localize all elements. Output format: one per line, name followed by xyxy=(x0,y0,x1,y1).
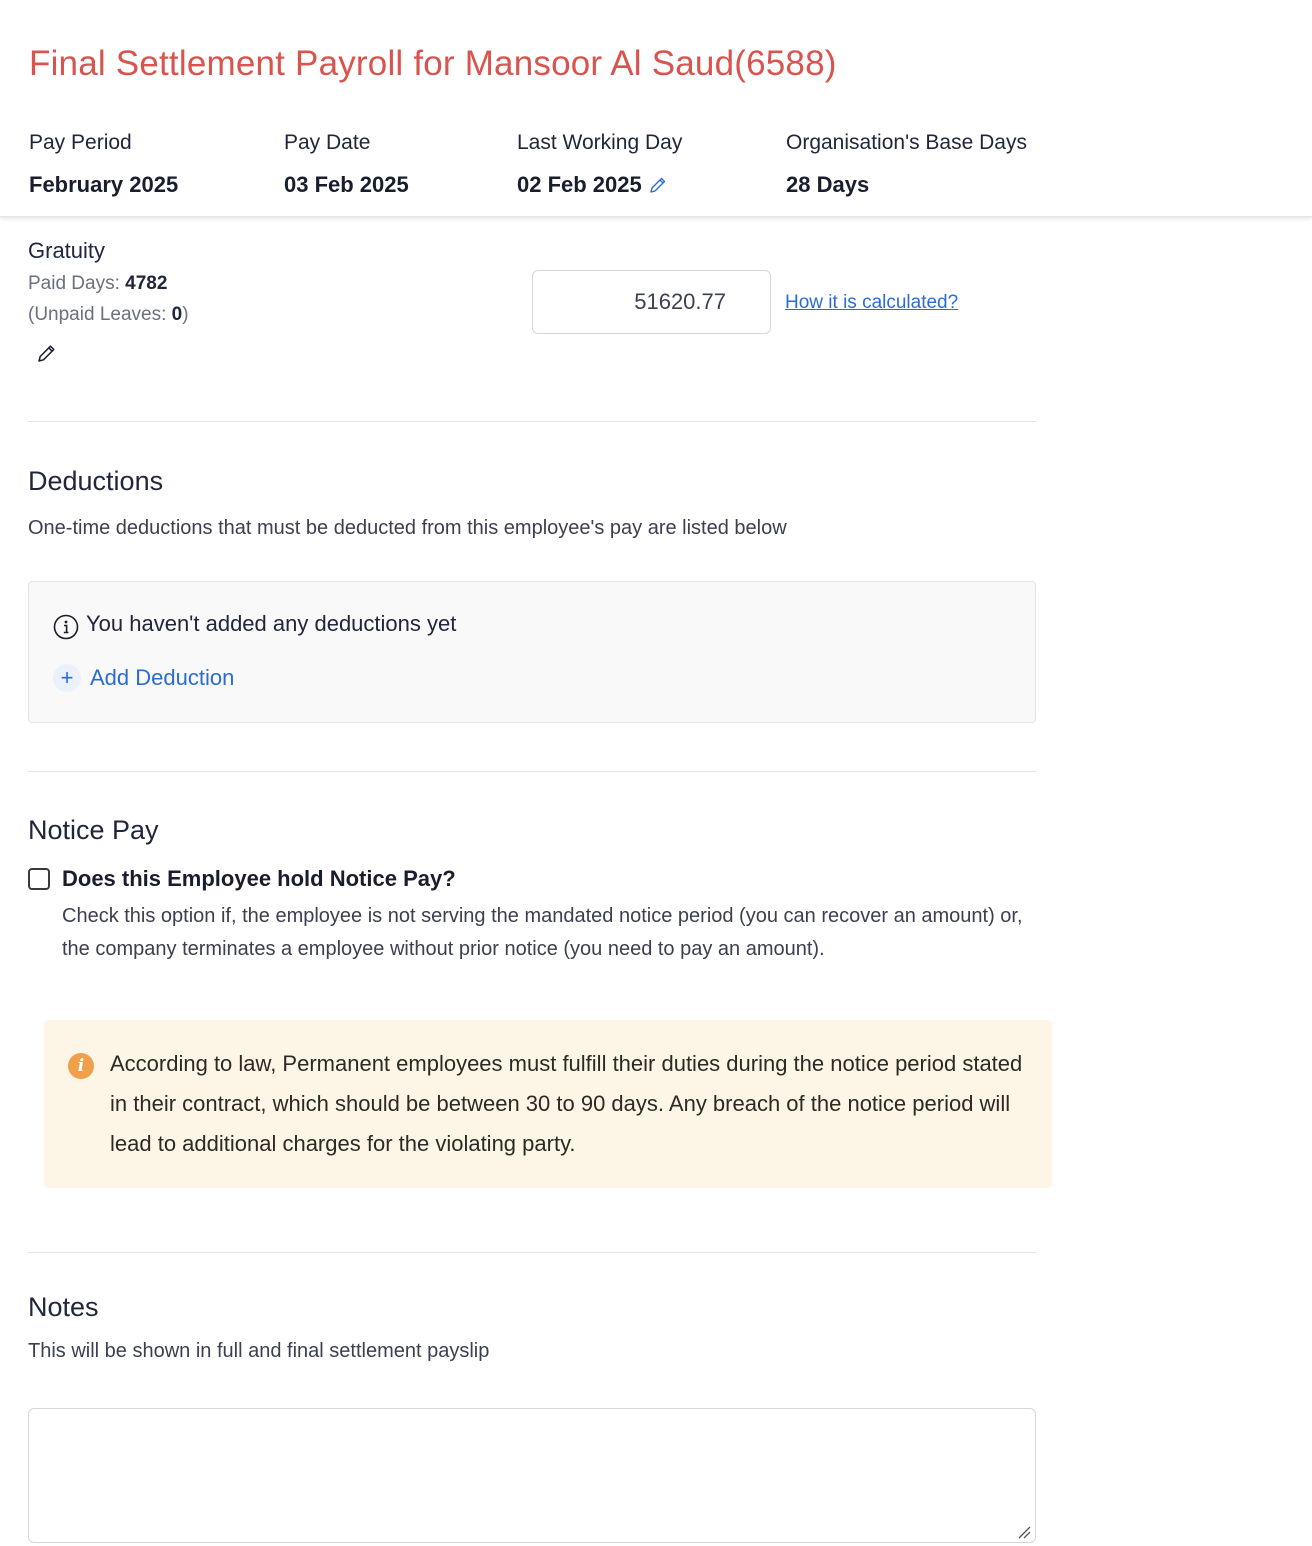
deductions-description: One-time deductions that must be deducted from this employee's pay are listed below xyxy=(28,517,787,539)
last-working-day xyxy=(517,131,682,198)
pencil-icon[interactable] xyxy=(648,175,668,195)
divider xyxy=(28,421,1036,422)
unpaid-leaves-value: 0 xyxy=(171,304,183,325)
divider xyxy=(28,1252,1036,1253)
resize-grip-icon[interactable] xyxy=(1016,1524,1032,1540)
deductions-title: Deductions xyxy=(28,466,164,496)
notice-pay-warning xyxy=(44,1020,1052,1188)
paid-days xyxy=(28,273,189,295)
gratuity-amount-input[interactable]: 51620.77 xyxy=(532,270,771,334)
notes-description: This will be shown in full and final settlement payslip xyxy=(28,1340,490,1362)
pay-date-value: 03 Feb 2025 xyxy=(284,172,409,197)
plus-icon: + xyxy=(53,664,81,692)
last-working-day-label: Last Working Day xyxy=(517,131,683,154)
pencil-icon[interactable] xyxy=(36,342,58,364)
pay-period xyxy=(29,131,178,198)
notice-pay-checkbox[interactable] xyxy=(28,868,50,890)
last-working-day-value: 02 Feb 2025 xyxy=(517,172,642,197)
last-working-day-row xyxy=(517,172,682,198)
base-days-value: 28 Days xyxy=(786,172,870,197)
unpaid-leaves-suffix: ) xyxy=(182,304,189,325)
notice-pay-checkbox-label[interactable]: Does this Employee hold Notice Pay? xyxy=(62,866,456,891)
notice-pay-title: Notice Pay xyxy=(28,815,159,845)
unpaid-leaves-prefix: (Unpaid Leaves: xyxy=(28,304,172,325)
page-title: Final Settlement Payroll for Mansoor Al Saud(6588) xyxy=(29,44,837,83)
pay-date-label: Pay Date xyxy=(284,131,371,154)
paid-days-label: Paid Days: xyxy=(28,273,126,294)
pay-period-label: Pay Period xyxy=(29,131,132,154)
pay-period-value: February 2025 xyxy=(29,172,179,197)
warning-info-icon: i xyxy=(68,1053,94,1079)
gratuity-title: Gratuity xyxy=(28,238,106,263)
page-header xyxy=(0,0,1312,217)
paid-days-value: 4782 xyxy=(125,273,168,294)
info-icon xyxy=(53,614,79,640)
pay-date xyxy=(284,131,409,198)
gratuity-section xyxy=(28,238,189,326)
deductions-empty-state xyxy=(28,581,1036,723)
notes-title: Notes xyxy=(28,1292,99,1322)
empty-deductions-message: You haven't added any deductions yet xyxy=(86,611,457,636)
unpaid-leaves xyxy=(28,304,189,326)
notice-pay-description: Check this option if, the employee is not serving the mandated notice period (you can recover an amount) or, the company terminates a employee without prior notice (you need to pay an amount). xyxy=(62,905,1023,960)
base-days-label: Organisation's Base Days xyxy=(786,131,1027,154)
add-deduction-button[interactable] xyxy=(53,664,234,692)
how-calculated-link[interactable]: How it is calculated? xyxy=(785,292,959,313)
add-deduction-label: Add Deduction xyxy=(90,665,235,690)
notes-textarea[interactable] xyxy=(28,1408,1036,1543)
divider xyxy=(28,771,1036,772)
base-days xyxy=(786,131,1027,198)
notice-pay-warning-text: According to law, Permanent employees must fulfill their duties during the notice period stated in their contract, which should be between 30 to 90 days. Any breach of the notice period will lead to additional charges for the violating party. xyxy=(110,1051,1023,1156)
